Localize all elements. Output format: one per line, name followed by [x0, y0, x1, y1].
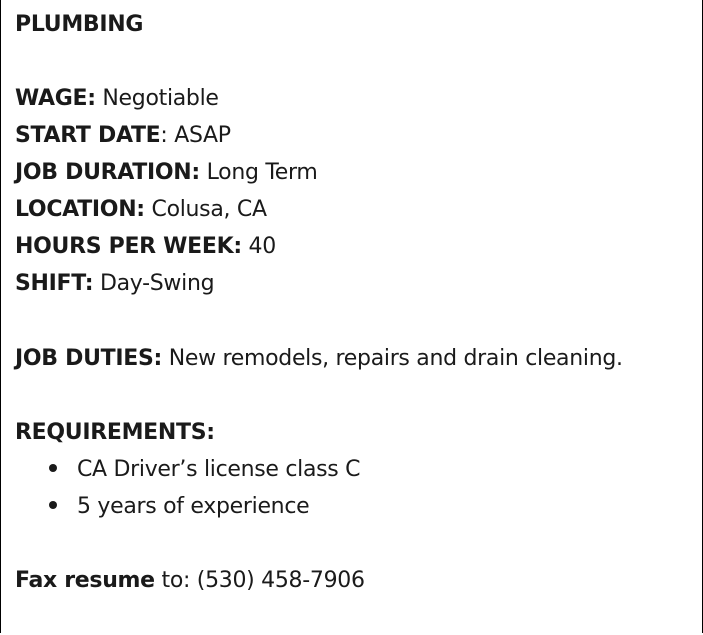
location-line	[15, 191, 267, 228]
job-title: PLUMBING	[15, 12, 144, 37]
start-date-line	[15, 117, 231, 154]
fax-value: to: (530) 458-7906	[154, 568, 365, 593]
job-duration-value: Long Term	[199, 160, 318, 185]
bullet-icon	[49, 464, 57, 472]
hours-per-week-label: HOURS PER WEEK:	[15, 234, 242, 259]
wage-label: WAGE:	[15, 86, 96, 111]
shift-line	[15, 265, 214, 302]
requirement-text: CA Driver’s license class C	[77, 457, 361, 482]
hours-per-week-line	[15, 228, 276, 265]
wage-value: Negotiable	[95, 86, 219, 111]
requirement-text: 5 years of experience	[77, 494, 310, 519]
bullet-icon	[49, 501, 57, 509]
location-label: LOCATION:	[15, 197, 145, 222]
fax-line	[15, 562, 365, 599]
wage-line	[15, 80, 219, 117]
location-value: Colusa, CA	[144, 197, 267, 222]
shift-label: SHIFT:	[15, 271, 94, 296]
job-duties-label: JOB DUTIES:	[15, 346, 163, 371]
start-date-value: : ASAP	[160, 123, 231, 148]
job-duration-line	[15, 154, 317, 191]
job-duration-label: JOB DURATION:	[15, 160, 200, 185]
job-duties-value: New remodels, repairs and drain cleaning.	[162, 346, 623, 371]
hours-per-week-value: 40	[241, 234, 276, 259]
start-date-label: START DATE	[15, 123, 161, 148]
job-duties-line	[15, 340, 623, 377]
list-item	[49, 451, 360, 488]
list-item	[49, 488, 309, 525]
fax-label: Fax resume	[15, 568, 155, 593]
shift-value: Day-Swing	[93, 271, 215, 296]
requirements-heading: REQUIREMENTS:	[15, 420, 215, 445]
